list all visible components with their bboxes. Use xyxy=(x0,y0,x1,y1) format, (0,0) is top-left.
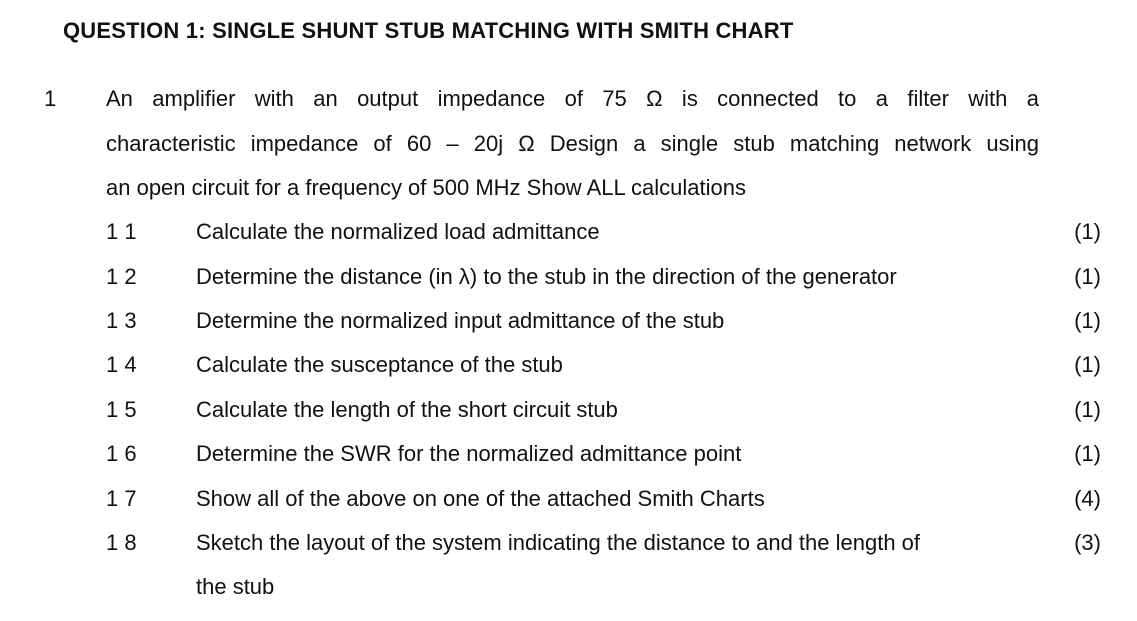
subquestion-marks: (1) xyxy=(1074,264,1101,289)
subquestion-1-6 xyxy=(0,441,1137,471)
subquestion-marks: (1) xyxy=(1074,397,1101,422)
subquestion-marks: (4) xyxy=(1074,486,1101,511)
subquestion-marks: (1) xyxy=(1074,308,1101,333)
subquestion-text-continued: the stub xyxy=(196,574,275,599)
subquestion-1-3 xyxy=(0,308,1137,338)
subquestion-text: Show all of the above on one of the attached Smith Charts xyxy=(196,486,765,511)
subquestion-text: Determine the normalized input admittance of the stub xyxy=(196,308,725,333)
subquestion-text: Sketch the layout of the system indicating the distance to and the length of xyxy=(196,530,921,555)
subquestion-1-1 xyxy=(0,219,1137,249)
subquestion-marks: (3) xyxy=(1074,530,1101,555)
question-title: QUESTION 1: SINGLE SHUNT STUB MATCHING WITH SMITH CHART xyxy=(63,18,794,43)
subquestion-text: Calculate the susceptance of the stub xyxy=(196,352,563,377)
subquestion-number: 1 4 xyxy=(106,352,137,377)
subquestion-marks: (1) xyxy=(1074,352,1101,377)
subquestion-number: 1 7 xyxy=(106,486,137,511)
subquestion-marks: (1) xyxy=(1074,219,1101,244)
question-intro-line-1: An amplifier with an output impedance of 75 Ω is connected to a filter with a xyxy=(106,86,1039,111)
subquestion-number: 1 8 xyxy=(106,530,137,555)
subquestion-marks: (1) xyxy=(1074,441,1101,466)
subquestion-text: Calculate the length of the short circuit stub xyxy=(196,397,618,422)
subquestion-1-5 xyxy=(0,397,1137,427)
subquestion-number: 1 1 xyxy=(106,219,137,244)
subquestion-text: Determine the distance (in λ) to the stub in the direction of the generator xyxy=(196,264,897,289)
subquestion-text: Calculate the normalized load admittance xyxy=(196,219,600,244)
subquestion-1-7 xyxy=(0,486,1137,516)
question-intro-line-3: an open circuit for a frequency of 500 MHz Show ALL calculations xyxy=(106,175,746,200)
question-number: 1 xyxy=(44,86,57,111)
subquestion-text: Determine the SWR for the normalized admittance point xyxy=(196,441,742,466)
subquestion-number: 1 5 xyxy=(106,397,137,422)
subquestion-number: 1 2 xyxy=(106,264,137,289)
subquestion-1-2 xyxy=(0,264,1137,294)
subquestion-1-4 xyxy=(0,352,1137,382)
question-intro-line-2: characteristic impedance of 60 – 20j Ω Design a single stub matching network using xyxy=(106,131,1039,156)
subquestion-number: 1 6 xyxy=(106,441,137,466)
subquestion-number: 1 3 xyxy=(106,308,137,333)
subquestion-1-8 xyxy=(0,530,1137,604)
